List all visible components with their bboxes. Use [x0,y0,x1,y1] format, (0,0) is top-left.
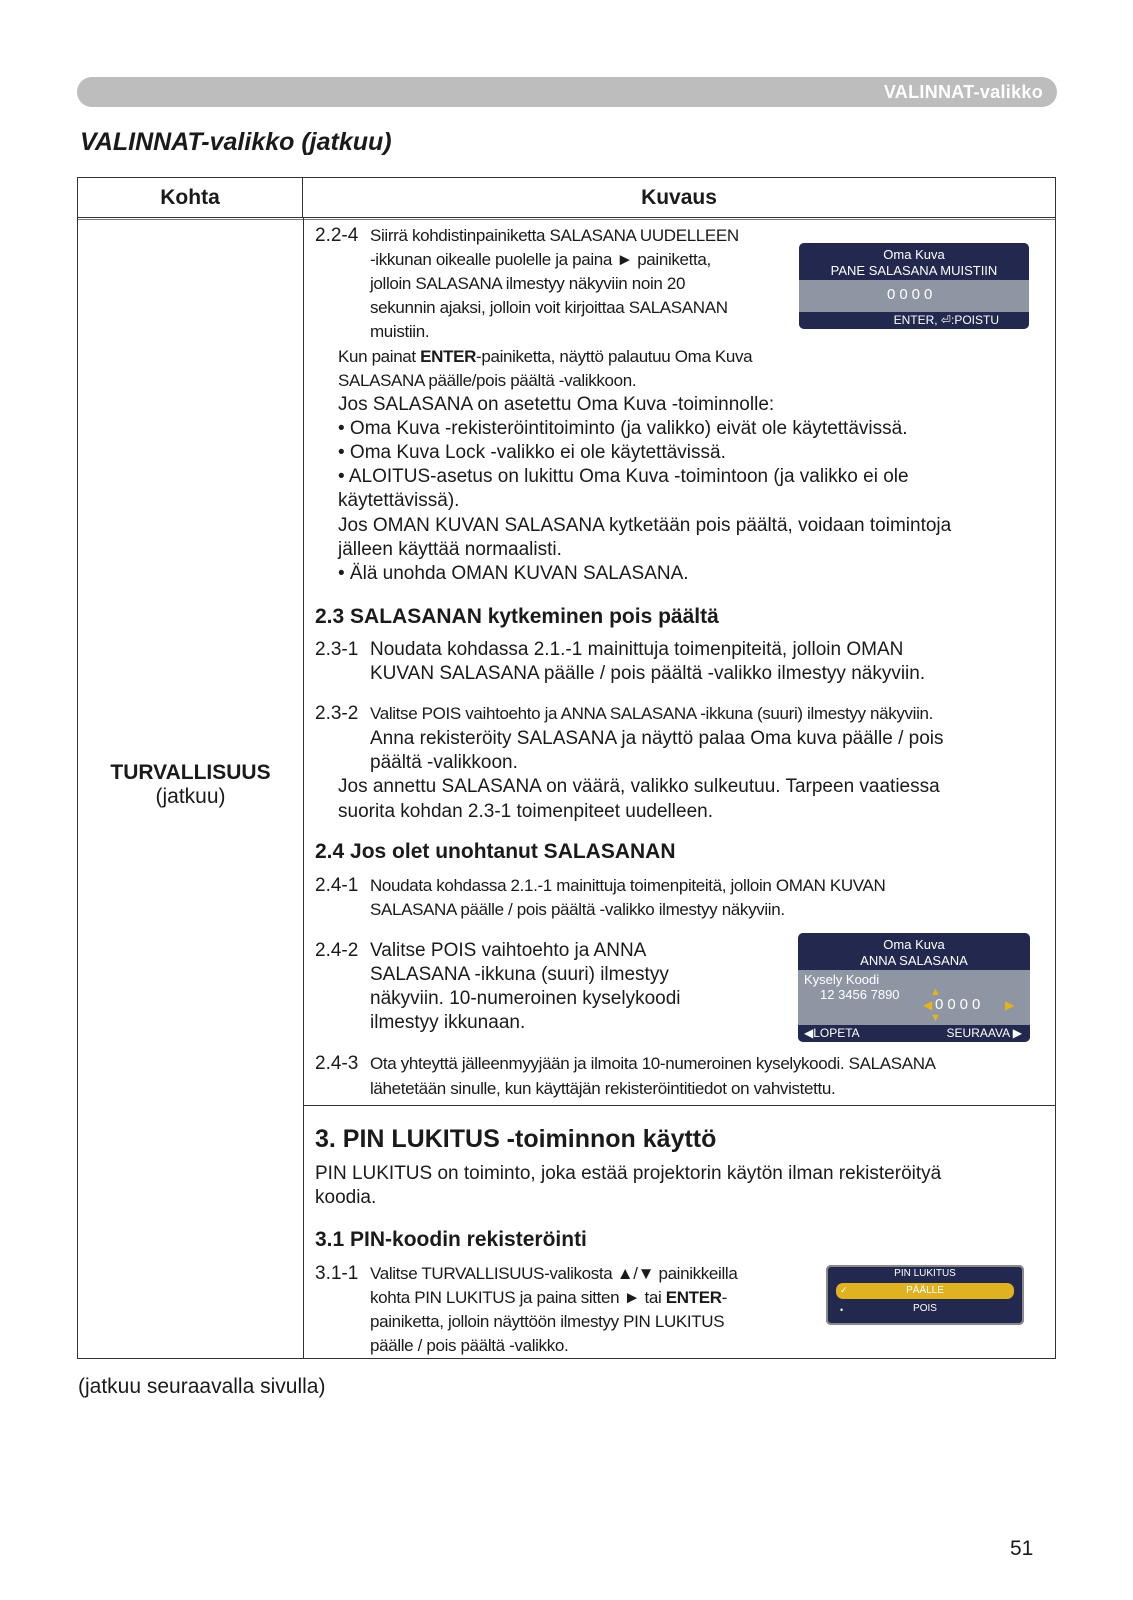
column-header-kohta: Kohta [78,178,303,218]
step-line: näkyviin. 10-numeroinen kyselykoodi [370,988,681,1009]
step-line: SALASANA -ikkuna (suuri) ilmestyy [370,964,669,985]
step-line: Anna rekisteröity SALASANA ja näyttö palaa Oma kuva päälle / pois [370,728,944,749]
enter-note-post: -painiketta, näyttö palautuu Oma Kuva [476,347,753,366]
enter-note-pre: Kun painat [338,347,421,366]
section-header-bar [77,77,1057,107]
step-text: kohta PIN LUKITUS ja paina sitten ► tai [370,1288,666,1307]
step-line: SALASANA päälle / pois päältä -valikko ilmestyy näkyviin. [370,900,785,919]
step-line: muistiin. [370,322,430,341]
caret-right-icon: ▶ [1005,998,1015,1012]
osd-enter-password [798,933,1030,1042]
text-line: Jos SALASANA on asetettu Oma Kuva -toiminnolle: [338,394,775,415]
step-line: Ota yhteyttä jälleenmyyjään ja ilmoita 10-numeroinen kyselykoodi. SALASANA [370,1054,936,1073]
osd-line: Oma Kuva [883,937,945,952]
step-line: päältä -valikkoon. [370,752,518,773]
enter-key-label: ENTER [665,1288,722,1307]
item-name [78,761,303,809]
osd-line: ANNA SALASANA [860,953,968,968]
step-number: 3.1-1 [315,1263,359,1284]
bullet-icon: • [840,1305,844,1315]
osd-line: PANE SALASANA MUISTIIN [830,263,998,278]
item-title: TURVALLISUUS [110,761,271,784]
osd-option-on: PÄÄLLE [906,1285,944,1296]
step-line: jolloin SALASANA ilmestyy näkyviin noin 20 [370,274,686,293]
subsection-heading: 2.3 SALASANAN kytkeminen pois päältä [315,605,719,628]
item-subtitle: (jatkuu) [155,785,226,808]
step-number: 2.2-4 [315,225,359,246]
caret-left-icon: ◀ [923,998,933,1012]
enter-note [338,345,752,369]
text-line: jälleen käyttää normaalisti. [338,539,562,560]
enter-key-label: ENTER [420,347,477,366]
osd-remember-password [799,243,1029,329]
text-line: • Oma Kuva Lock -valikko ei ole käytettävissä. [338,442,726,463]
step-line: KUVAN SALASANA päälle / pois päältä -valikko ilmestyy näkyviin. [370,663,926,684]
subsection-heading: 3.1 PIN-koodin rekisteröinti [315,1228,587,1251]
step-number: 2.4-3 [315,1053,359,1074]
step-line: Noudata kohdassa 2.1.-1 mainittuja toimenpiteitä, jolloin OMAN KUVAN [370,876,886,895]
text-line: • Älä unohda OMAN KUVAN SALASANA. [338,563,689,584]
section-heading: 3. PIN LUKITUS -toiminnon käyttö [315,1125,717,1153]
osd-line: Oma Kuva [883,247,945,262]
continued-note: (jatkuu seuraavalla sivulla) [78,1375,326,1398]
text-line: Jos OMAN KUVAN SALASANA kytketään pois päältä, voidaan toimintoja [338,515,952,536]
step-text: - [721,1288,727,1307]
text-line: PIN LUKITUS on toiminto, joka estää projektorin käytön ilman rekisteröityä [315,1163,942,1184]
step-line [370,1286,727,1310]
osd-footer-right: SEURAAVA ▶ [946,1026,1022,1040]
step-line: lähetetään sinulle, kun käyttäjän rekisteröintitiedot on vahvistettu. [370,1079,836,1098]
radio-on-icon: ✓ [840,1285,848,1295]
step-number: 2.4-2 [315,940,359,961]
osd-query-label: Kysely Koodi [804,972,880,987]
step-line: Siirrä kohdistinpainiketta SALASANA UUDELLEEN [370,226,739,245]
caret-down-icon: ▼ [930,1012,941,1024]
step-number: 2.3-2 [315,703,359,724]
enter-note-line2: SALASANA päälle/pois päältä -valikkoon. [338,371,637,390]
row-divider [303,1105,1055,1106]
osd-footer: ENTER, ⏎:POISTU [893,313,999,327]
osd-pin-lock [826,1265,1024,1325]
osd-option-off: POIS [913,1303,937,1314]
osd-selected-option [836,1283,1014,1299]
subsection-heading: 2.4 Jos olet unohtanut SALASANAN [315,840,676,863]
step-line: Valitse POIS vaihtoehto ja ANNA [370,940,647,961]
step-line: ilmestyy ikkunaan. [370,1012,526,1033]
step-line: Valitse TURVALLISUUS-valikosta ▲/▼ painikkeilla [370,1264,738,1283]
text-line: suorita kohdan 2.3-1 toimenpiteet uudelleen. [338,801,713,822]
step-line: päälle / pois päältä -valikko. [370,1336,569,1355]
text-line: Jos annettu SALASANA on väärä, valikko sulkeutuu. Tarpeen vaatiessa [338,776,940,797]
osd-query-code: 12 3456 7890 [820,987,900,1002]
osd-footer-left: ◀LOPETA [804,1026,860,1040]
column-header-kuvaus: Kuvaus [303,178,1055,218]
step-line: painiketta, jolloin näyttöön ilmestyy PIN LUKITUS [370,1312,725,1331]
step-number: 2.4-1 [315,875,359,896]
column-divider [303,218,304,1358]
step-line: Valitse POIS vaihtoehto ja ANNA SALASANA -ikkuna (suuri) ilmestyy näkyviin. [370,704,934,723]
text-line: • ALOITUS-asetus on lukittu Oma Kuva -toimintoon (ja valikko ei ole [338,466,909,487]
caret-up-icon: ▲ [930,986,941,998]
step-line: sekunnin ajaksi, jolloin voit kirjoittaa SALASANAN [370,298,728,317]
section-header-label: VALINNAT-valikko [883,82,1043,102]
text-line: koodia. [315,1187,377,1208]
osd-digit-input [923,986,1018,1024]
osd-digits: 0000 [935,996,985,1013]
osd-digits: 0000 [887,286,937,303]
osd-pin-title: PIN LUKITUS [894,1268,956,1279]
text-line: • Oma Kuva -rekisteröintitoiminto (ja valikko) eivät ole käytettävissä. [338,418,908,439]
step-line: Noudata kohdassa 2.1.-1 mainittuja toimenpiteitä, jolloin OMAN [370,639,904,660]
step-number: 2.3-1 [315,639,359,660]
page-title: VALINNAT-valikko (jatkuu) [80,128,392,156]
text-line: käytettävissä). [338,490,460,511]
page-number: 51 [1010,1537,1034,1560]
step-line: -ikkunan oikealle puolelle ja paina ► painiketta, [370,250,711,269]
header-divider [78,219,1055,220]
